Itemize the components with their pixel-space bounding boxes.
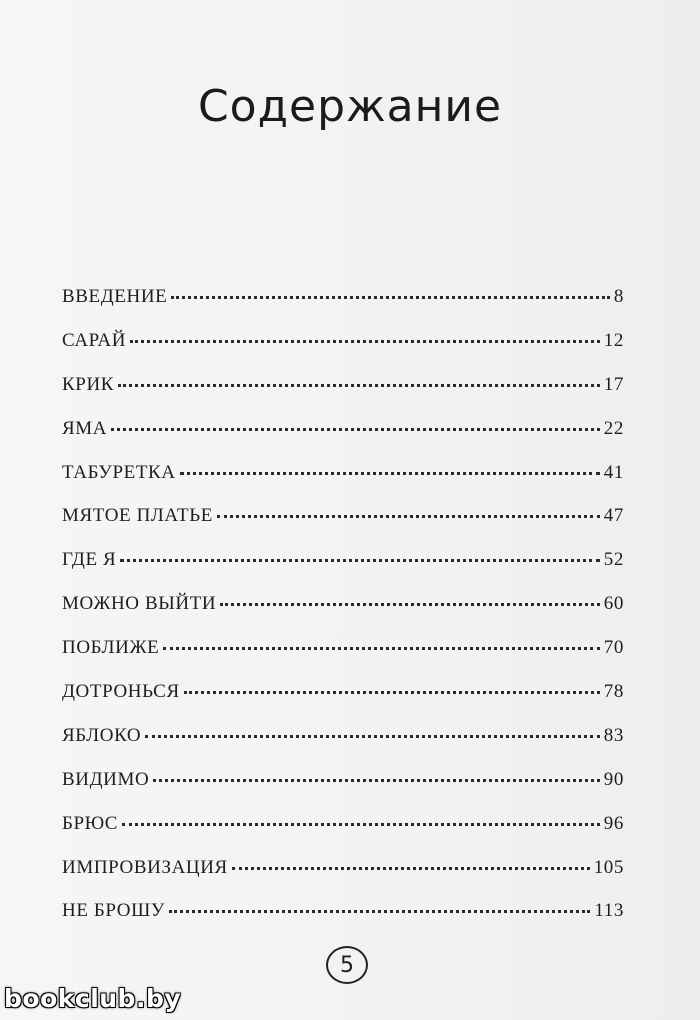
toc-entry-title: ГДЕ Я: [62, 549, 117, 571]
dot-leader: [220, 602, 600, 606]
toc-entry-title: ВВЕДЕНИЕ: [62, 286, 168, 307]
toc-entry-title: ВИДИМО: [62, 768, 150, 790]
toc-entry: [62, 418, 624, 462]
toc-entry-page: 12: [603, 329, 624, 351]
toc-entry: [62, 330, 624, 374]
toc-entry-page: 52: [603, 549, 624, 571]
toc-entry-page: 60: [603, 593, 624, 615]
dot-leader: [145, 734, 600, 738]
toc-entry: [62, 505, 624, 549]
toc-entry: [62, 681, 624, 725]
toc-entry-page: 96: [603, 812, 624, 834]
toc-entry-page: 90: [603, 768, 624, 790]
toc-entry-title: ПОБЛИЖЕ: [62, 637, 160, 659]
toc-entry-title: КРИК: [62, 373, 115, 395]
toc-entry-page: 47: [603, 505, 624, 527]
toc-entry: [62, 769, 624, 813]
dot-leader: [217, 514, 600, 518]
dot-leader: [184, 690, 600, 694]
toc-entry: [62, 549, 624, 593]
toc-entry-page: 22: [603, 417, 624, 439]
toc-entry-page: 70: [603, 637, 624, 659]
toc-entry-title: ЯМА: [62, 417, 108, 439]
toc-entry-page: 83: [603, 724, 624, 746]
dot-leader: [169, 909, 590, 913]
toc-entry-title: МОЖНО ВЫЙТИ: [62, 593, 217, 615]
dot-leader: [130, 339, 600, 343]
toc-entry-title: САРАЙ: [62, 329, 127, 351]
toc-entry-page: 113: [594, 900, 624, 922]
toc-entry-title: МЯТОЕ ПЛАТЬЕ: [62, 505, 213, 527]
toc-entry-title: НЕ БРОШУ: [62, 900, 165, 922]
toc-entry: [62, 637, 624, 681]
page-number-badge: 5: [326, 946, 368, 984]
toc-entry-page: 105: [593, 856, 624, 878]
toc-entry: [62, 374, 624, 418]
toc-entry-title: ИМПРОВИЗАЦИЯ: [62, 856, 228, 878]
table-of-contents: [62, 286, 624, 944]
toc-entry: [62, 593, 624, 637]
toc-entry-title: ЯБЛОКО: [62, 724, 142, 746]
dot-leader: [153, 778, 600, 782]
toc-entry-title: ТАБУРЕТКА: [62, 461, 176, 483]
dot-leader: [232, 866, 590, 870]
toc-entry-page: 8: [613, 286, 624, 307]
toc-entry-page: 78: [603, 681, 624, 703]
toc-entry: [62, 462, 624, 506]
toc-entry-page: 41: [603, 461, 624, 483]
toc-entry: [62, 900, 624, 944]
dot-leader: [171, 295, 610, 299]
toc-entry-page: 17: [603, 373, 624, 395]
page-title: Содержание: [197, 81, 503, 133]
dot-leader: [122, 822, 600, 826]
toc-entry-title: БРЮС: [62, 812, 119, 834]
toc-entry-title: ДОТРОНЬСЯ: [62, 681, 180, 703]
toc-entry: [62, 725, 624, 769]
watermark-text: bookclub.by: [4, 984, 182, 1013]
dot-leader: [120, 558, 599, 562]
dot-leader: [111, 427, 600, 431]
toc-entry: [62, 857, 624, 901]
toc-entry: [62, 813, 624, 857]
dot-leader: [118, 383, 600, 387]
dot-leader: [180, 471, 600, 475]
dot-leader: [163, 646, 599, 650]
toc-entry: [62, 286, 624, 330]
